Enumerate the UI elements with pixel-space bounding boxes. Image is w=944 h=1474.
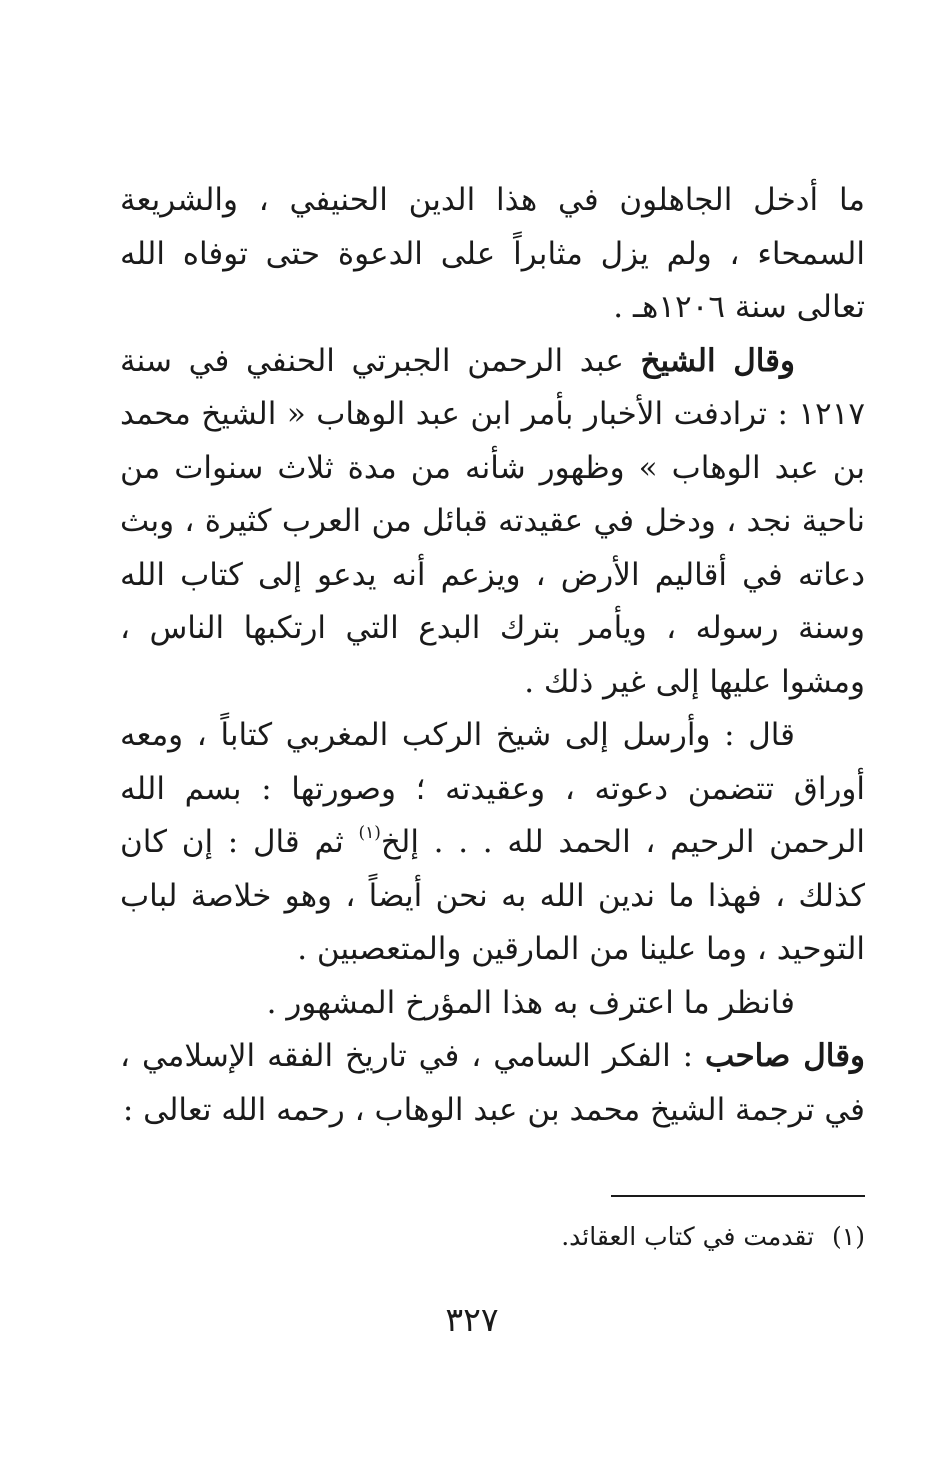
paragraph-2-lead: وقال الشيخ [640, 342, 795, 379]
page-number: ٣٢٧ [445, 1300, 499, 1339]
paragraph-1: ما أدخل الجاهلون في هذا الدين الحنيفي ، والشريعة السمحاء ، ولم يزل مثابراً على الدعوة حتى توفاه الله تعالى سنة ١٢٠٦هـ . [120, 182, 865, 325]
footnote-number: (١) [832, 1222, 865, 1251]
footnote-reference[interactable]: (١) [358, 823, 381, 843]
paragraph-3-text-before: قال : وأرسل إلى شيخ الركب المغربي كتاباً ، ومعه أوراق تتضمن دعوته ، وعقيدته ؛ وصورتها : بسم الله الرحمن الرحيم ، الحمد لله . . . إلخ [120, 717, 865, 860]
paragraph-5-lead: وقال صاحب [705, 1038, 865, 1074]
paragraph-3-text-after: ثم قال : إن كان كذلك ، فهذا ما ندين الله به نحن أيضاً ، وهو خلاصة لباب التوحيد ، وما علينا من المارقين والمتعصبين . [120, 824, 865, 967]
footnote [120, 1220, 865, 1254]
footnote-divider [611, 1195, 865, 1197]
paragraph-3 [120, 709, 865, 977]
main-text [120, 174, 865, 1137]
paragraph-2-text: عبد الرحمن الجبرتي الحنفي في سنة ١٢١٧ : ترادفت الأخبار بأمر ابن عبد الوهاب « الشيخ محمد بن عبد الوهاب » وظهور شأنه من مدة ثلاث سنوات من ناحية نجد ، ودخل في عقيدته قبائل من العرب كثيرة ، وبث دعاته في أقاليم الأرض ، ويزعم أنه يدعو إلى كتاب الله وسنة رسوله ، ويأمر بترك البدع التي ارتكبها الناس ، ومشوا عليها إلى غير ذلك . [120, 342, 865, 700]
paragraph-5-text: : الفكر السامي ، في تاريخ الفقه الإسلامي ، في ترجمة الشيخ محمد بن عبد الوهاب ، رحمه الله تعالى : [120, 1038, 865, 1128]
paragraph-5 [120, 1030, 865, 1137]
paragraph-2 [120, 335, 865, 710]
footnote-text: تقدمت في كتاب العقائد. [561, 1222, 815, 1251]
paragraph-4: فانظر ما اعترف به هذا المؤرخ المشهور . [266, 984, 795, 1021]
